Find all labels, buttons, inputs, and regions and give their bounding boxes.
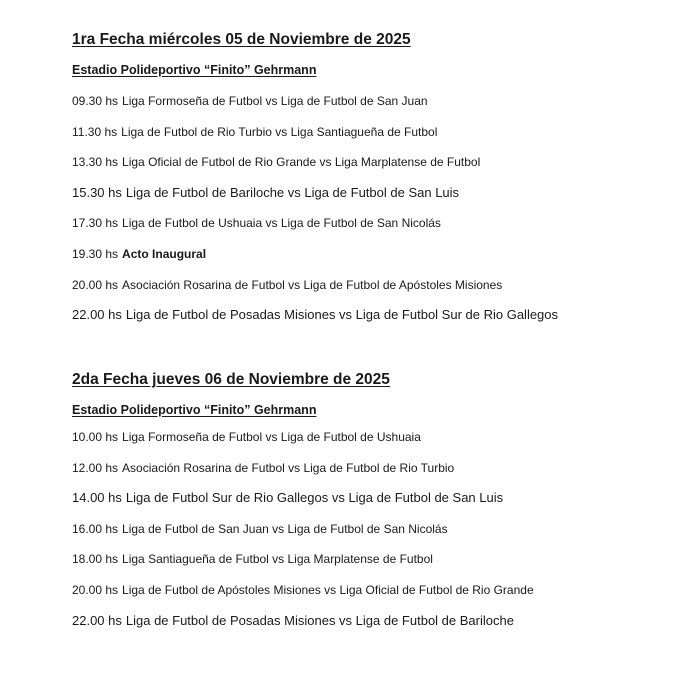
match-time: 11.30 hs	[72, 124, 118, 139]
match-list	[72, 86, 662, 331]
match-time: 22.00 hs	[72, 612, 122, 628]
match-teams: Liga de Futbol de Ushuaia vs Liga de Futbol de San Nicolás	[122, 216, 441, 231]
match-teams: Liga de Futbol de Rio Turbio vs Liga Santiagueña de Futbol	[121, 124, 438, 139]
match-time: 09.30 hs	[72, 94, 119, 108]
match-teams: Liga de Futbol de Posadas Misiones vs Liga de Futbol Sur de Rio Gallegos	[125, 307, 559, 323]
venue-title: Estadio Polideportivo “Finito” Gehrmann	[72, 403, 317, 417]
match-row	[72, 514, 662, 545]
match-time: 20.00 hs	[72, 277, 119, 292]
match-row	[72, 453, 662, 484]
match-time: 22.00 hs	[72, 307, 122, 323]
match-teams: Liga de Futbol de San Juan vs Liga de Futbol de San Nicolás	[122, 521, 448, 536]
fecha-section-2	[72, 370, 662, 636]
match-time: 14.00 hs	[72, 490, 122, 506]
fecha-section-1	[72, 30, 662, 331]
match-time: 18.00 hs	[72, 552, 119, 567]
ceremony-row	[72, 239, 662, 270]
match-teams: Asociación Rosarina de Futbol vs Liga de Futbol de Apóstoles Misiones	[122, 277, 503, 292]
match-time: 15.30 hs	[72, 184, 122, 200]
match-teams: Liga de Futbol de Apóstoles Misiones vs Liga Oficial de Futbol de Rio Grande	[122, 582, 534, 597]
match-teams: Liga de Futbol de Bariloche vs Liga de Futbol de San Luis	[125, 184, 460, 200]
match-row	[72, 270, 662, 301]
match-teams: Asociación Rosarina de Futbol vs Liga de Futbol de Rio Turbio	[122, 460, 455, 475]
match-teams: Liga de Futbol Sur de Rio Gallegos vs Liga de Futbol de San Luis	[125, 490, 504, 506]
match-teams: Liga Formoseña de Futbol vs Liga de Futbol de Ushuaia	[122, 430, 421, 444]
match-list	[72, 422, 662, 636]
match-row	[72, 575, 662, 606]
match-time: 12.00 hs	[72, 460, 119, 475]
match-teams: Liga Santiagueña de Futbol vs Liga Marplatense de Futbol	[122, 552, 433, 567]
match-teams: Liga Formoseña de Futbol vs Liga de Futbol de San Juan	[122, 94, 428, 108]
match-teams: Liga Oficial de Futbol de Rio Grande vs Liga Marplatense de Futbol	[122, 155, 481, 170]
match-row	[72, 544, 662, 575]
match-row	[72, 86, 662, 117]
venue-title: Estadio Polideportivo “Finito” Gehrmann	[72, 63, 317, 77]
match-row	[72, 422, 662, 453]
match-time: 20.00 hs	[72, 582, 119, 597]
match-time: 16.00 hs	[72, 521, 119, 536]
ceremony-label: Acto Inaugural	[122, 246, 207, 261]
match-row	[72, 208, 662, 239]
match-row	[72, 117, 662, 148]
match-row	[72, 606, 662, 637]
match-time: 19.30 hs	[72, 246, 119, 261]
match-row	[72, 147, 662, 178]
match-time: 13.30 hs	[72, 155, 119, 170]
match-row	[72, 483, 662, 514]
match-time: 10.00 hs	[72, 430, 119, 444]
fecha-title: 2da Fecha jueves 06 de Noviembre de 2025	[72, 371, 390, 388]
match-row	[72, 300, 662, 331]
fecha-title: 1ra Fecha miércoles 05 de Noviembre de 2025	[72, 31, 411, 48]
match-row	[72, 178, 662, 209]
match-teams: Liga de Futbol de Posadas Misiones vs Liga de Futbol de Bariloche	[125, 612, 514, 628]
match-time: 17.30 hs	[72, 216, 119, 231]
